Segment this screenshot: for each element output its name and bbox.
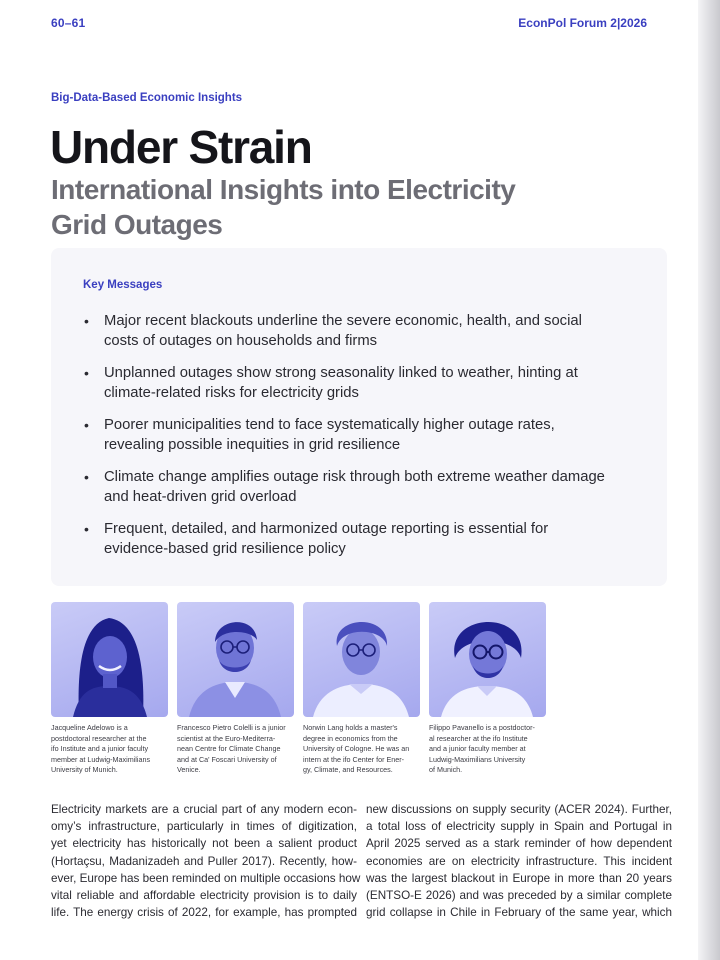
author-card xyxy=(177,602,294,776)
author-photo xyxy=(303,602,420,717)
bio-line: nean Centre for Climate Change xyxy=(177,744,281,753)
author-photo xyxy=(51,602,168,717)
body-line: was the largest blackout in Europe in more than 20 years xyxy=(366,871,672,885)
bio-line: Ludwig-Maximilians University xyxy=(429,754,526,764)
bio-line: Jacqueline Adelowo is a xyxy=(51,723,128,732)
body-line: vital reliable and affordable electricity provision is to daily xyxy=(51,889,357,903)
key-message-item xyxy=(83,416,643,455)
bio-line: degree in economics from the xyxy=(303,733,398,743)
key-message-line: Unplanned outages show strong seasonality linked to weather, hinting at xyxy=(104,365,578,381)
portrait-illustration xyxy=(429,602,546,717)
bio-line: University of Cologne. He was an xyxy=(303,744,410,753)
body-line: (Hortaçsu, Madanizadeh and Puller 2017). Recently, how- xyxy=(51,854,357,868)
key-message-item xyxy=(83,312,643,351)
author-strip xyxy=(51,602,551,782)
body-line: new discussions on supply security (ACER 2024). Further, xyxy=(366,803,672,816)
key-message-line: Poorer municipalities tend to face systematically higher outage rates, xyxy=(104,417,555,433)
key-message-line: and heat-driven grid overload xyxy=(104,488,297,505)
bio-line: of Munich. xyxy=(429,765,463,774)
article-title: Under Strain xyxy=(50,121,312,173)
bio-line: Norwin Lang holds a master's xyxy=(303,723,398,732)
running-head xyxy=(51,16,647,32)
bio-line: scientist at the Euro-Mediterra- xyxy=(177,733,276,743)
body-column-right xyxy=(366,801,672,921)
bio-line: intern at the ifo Center for Ener- xyxy=(303,754,405,764)
key-message-line: climate-related risks for electricity grids xyxy=(104,384,359,401)
portrait-illustration xyxy=(51,602,168,717)
key-message-item xyxy=(83,520,643,559)
key-messages-title: Key Messages xyxy=(83,279,163,291)
author-photo xyxy=(429,602,546,717)
portrait-illustration xyxy=(303,602,420,717)
author-photo xyxy=(177,602,294,717)
bio-line: Venice. xyxy=(177,765,201,774)
body-line: grid collapse in Chile in February of the same year, which xyxy=(366,906,672,920)
subtitle-line: Grid Outages xyxy=(51,209,223,240)
author-card xyxy=(429,602,546,776)
key-message-line: costs of outages on households and firms xyxy=(104,332,378,349)
body-line: a total loss of electricity supply in Spain and Portugal in xyxy=(366,820,672,834)
body-line: economies are on electricity infrastructure. This incident xyxy=(366,854,672,868)
key-message-line: evidence-based grid resilience policy xyxy=(104,540,346,557)
journal-name: EconPol Forum 2|2026 xyxy=(518,16,647,30)
body-line: ever, Europe has been reminded on multiple occasions how xyxy=(51,871,361,885)
body-line: life. The energy crisis of 2022, for example, has prompted xyxy=(51,906,357,920)
bio-line: Filippo Pavanello is a postdoctor- xyxy=(429,723,535,732)
bullet-icon: • xyxy=(84,365,89,381)
bio-line: member at Ludwig-Maximilians xyxy=(51,754,151,764)
author-bio xyxy=(177,723,294,776)
bio-line: al researcher at the ifo Institute xyxy=(429,733,528,743)
bio-line: and at Ca' Foscari University of xyxy=(177,754,277,764)
author-bio xyxy=(429,723,546,776)
body-column-left xyxy=(51,801,361,921)
section-label: Big-Data-Based Economic Insights xyxy=(51,92,243,104)
key-message-line: Major recent blackouts underline the severe economic, health, and social xyxy=(104,313,582,329)
subtitle-line: International Insights into Electricity xyxy=(51,174,516,205)
author-bio xyxy=(303,723,420,776)
bio-line: and a junior faculty member at xyxy=(429,744,526,753)
key-messages-list xyxy=(83,312,643,572)
bullet-icon: • xyxy=(84,313,89,329)
author-card xyxy=(51,602,168,776)
body-line: omy’s infrastructure, particularly in times of digitization, xyxy=(51,820,357,834)
bio-line: gy, Climate, and Resources. xyxy=(303,765,393,774)
body-line: April 2025 served as a stark reminder of how dependent xyxy=(366,837,672,851)
page-edge-shadow xyxy=(698,0,720,960)
bullet-icon: • xyxy=(84,417,89,433)
bio-line: University of Munich. xyxy=(51,765,118,774)
key-message-line: Climate change amplifies outage risk through both extreme weather damage xyxy=(104,469,605,485)
bio-line: postdoctoral researcher at the xyxy=(51,733,147,743)
portrait-illustration xyxy=(177,602,294,717)
key-message-item xyxy=(83,468,643,507)
author-card xyxy=(303,602,420,776)
bio-line: Francesco Pietro Colelli is a junior xyxy=(177,723,286,732)
bullet-icon: • xyxy=(84,469,89,485)
bio-line: ifo Institute and a junior faculty xyxy=(51,744,149,753)
body-line: (ENTSO-E 2026) and was preceded by a similar complete xyxy=(366,889,672,903)
article-body xyxy=(51,801,672,920)
author-bio xyxy=(51,723,168,776)
body-line: Electricity markets are a crucial part of any modern econ- xyxy=(51,803,357,816)
key-message-line: revealing possible inequities in grid resilience xyxy=(104,436,401,453)
key-message-item xyxy=(83,364,643,403)
page-numbers: 60–61 xyxy=(51,16,86,30)
bullet-icon: • xyxy=(84,521,89,537)
article-subtitle xyxy=(51,172,611,242)
body-line: yet electricity has historically not been a salient product xyxy=(51,837,357,851)
key-message-line: Frequent, detailed, and harmonized outage reporting is essential for xyxy=(104,521,549,537)
key-messages-box xyxy=(51,248,667,586)
